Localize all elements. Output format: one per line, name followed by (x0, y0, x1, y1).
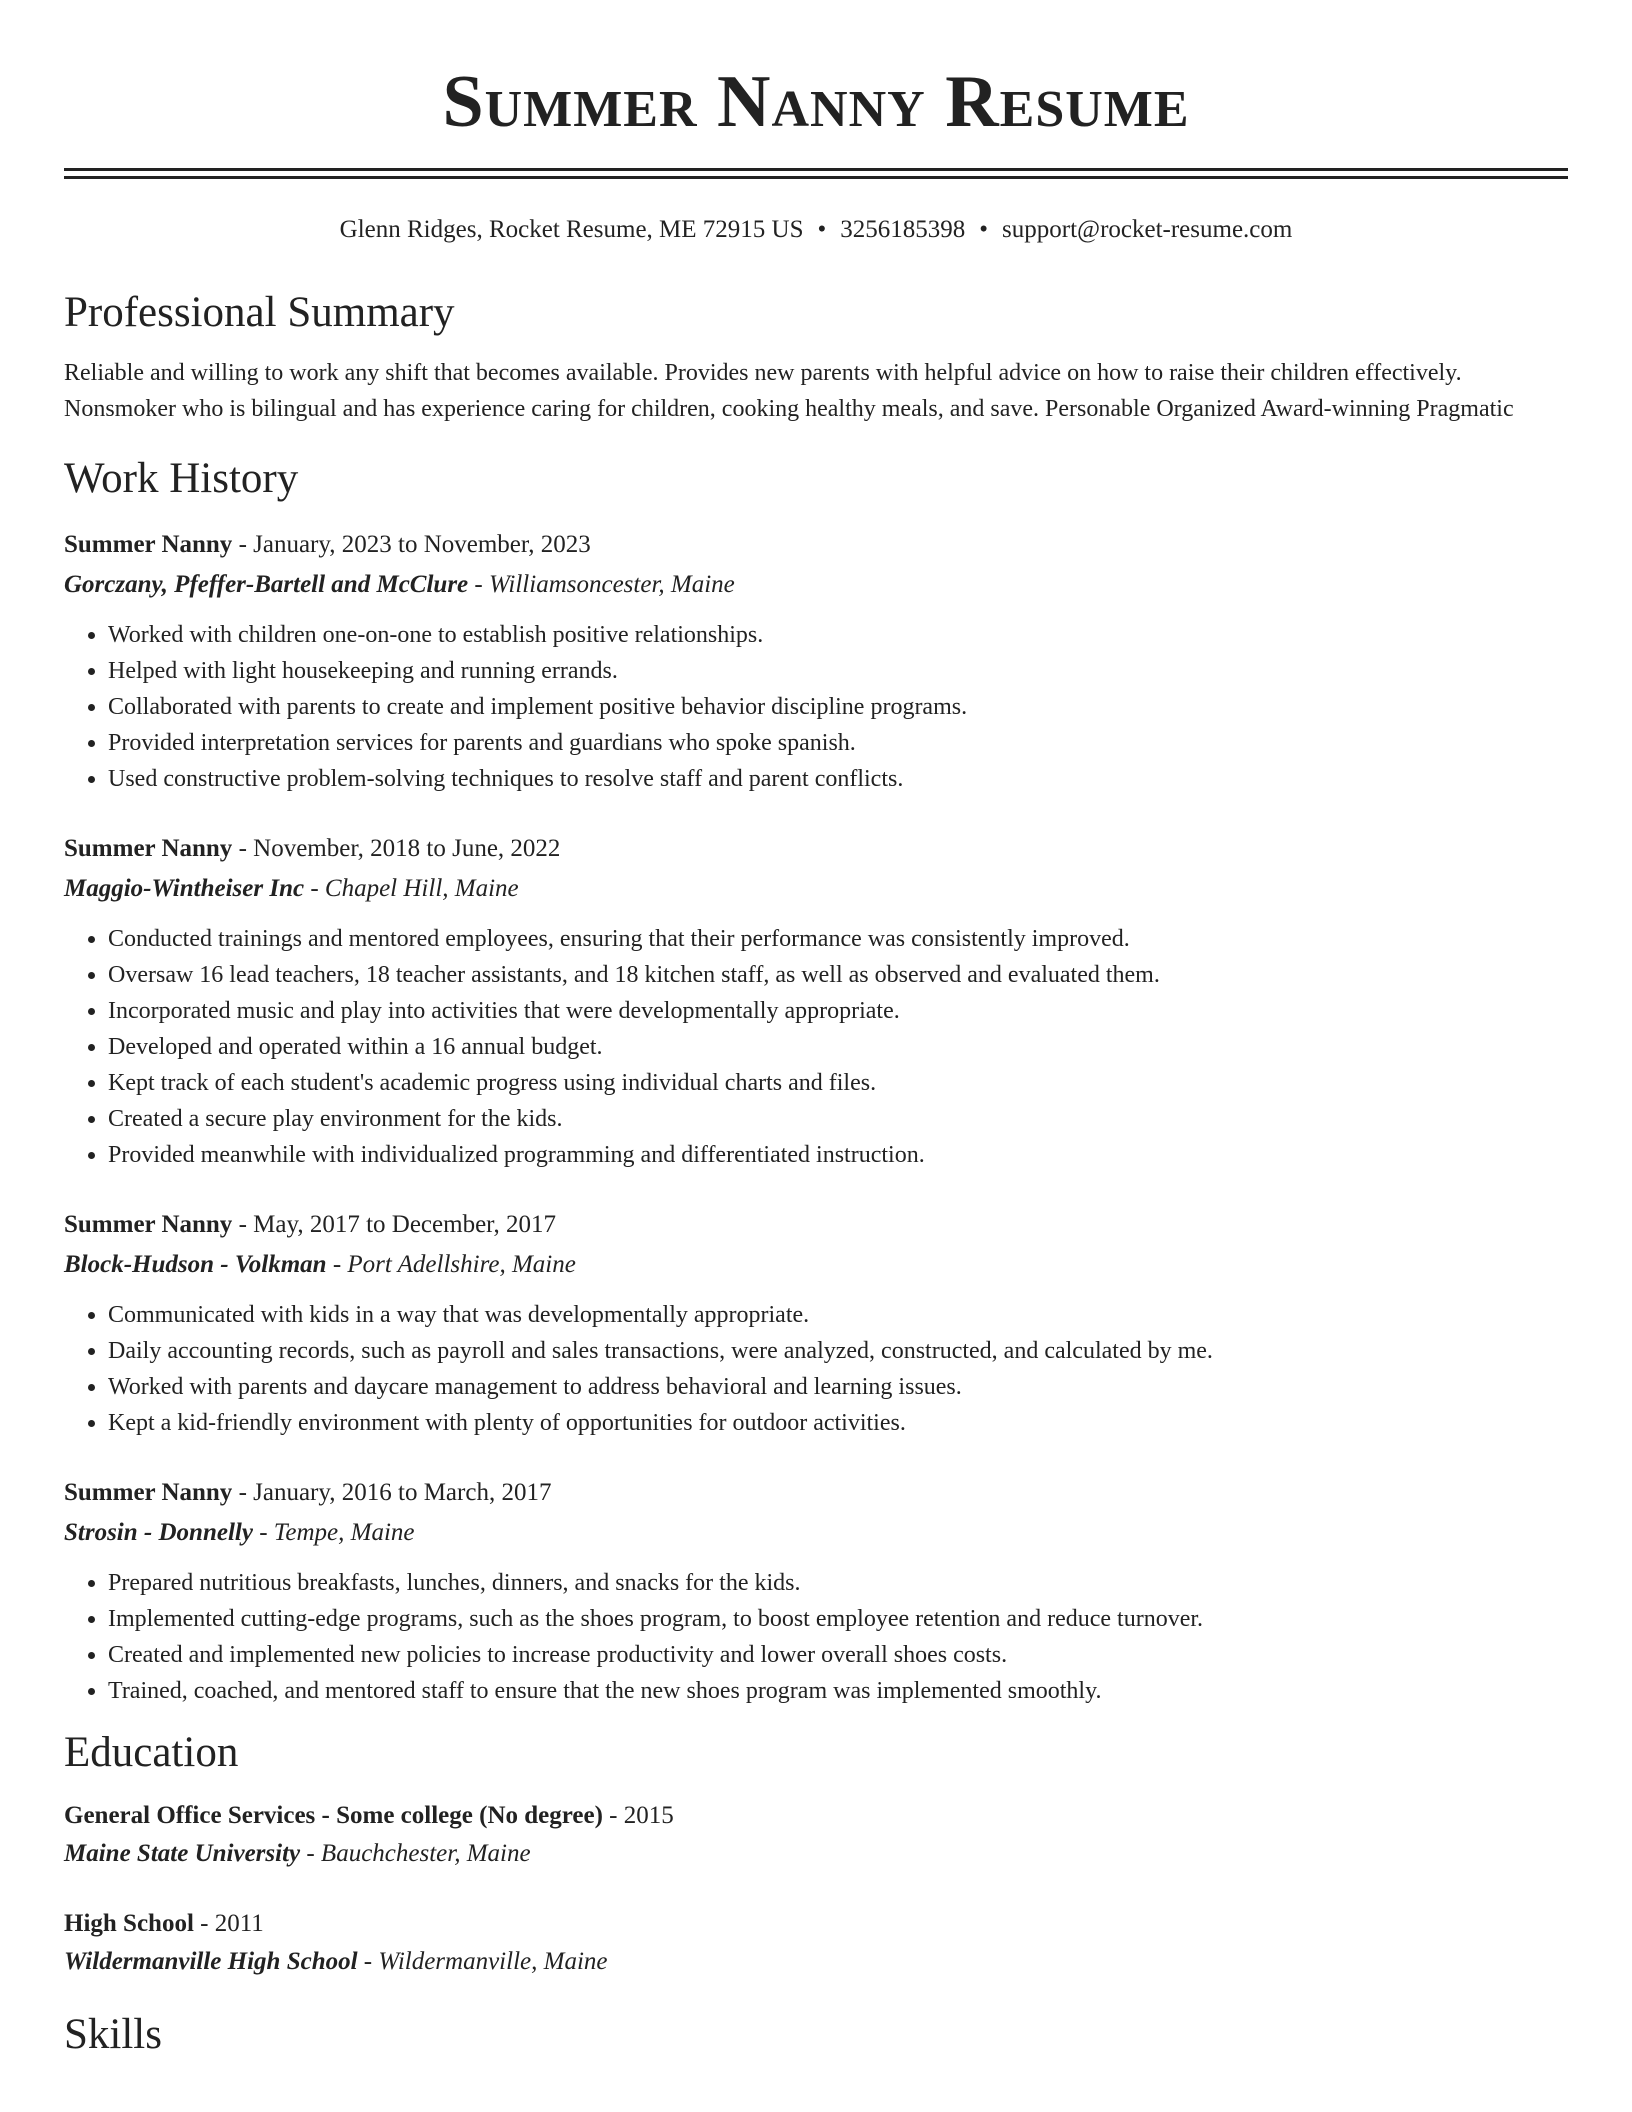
job-title: Summer Nanny (64, 1211, 233, 1238)
work-history-section (64, 453, 1568, 1709)
job-dates: - May, 2017 to December, 2017 (232, 1211, 556, 1238)
education-school-line (64, 1835, 1568, 1873)
job-location: - Williamsoncester, Maine (468, 571, 735, 598)
education-entry (64, 1797, 1568, 1873)
education-degree-line (64, 1905, 1568, 1943)
education-degree: General Office Services - Some college (No degree) (64, 1802, 603, 1829)
duty-item: • Kept track of each student's academic progress using individual charts and files. (108, 1065, 1568, 1101)
skills-heading: Skills (64, 2011, 162, 2058)
duty-item: • Created and implemented new policies to increase productivity and lower overall shoes costs. (108, 1637, 1568, 1673)
job-company-line (64, 869, 1568, 909)
contact-email: support@rocket-resume.com (1002, 216, 1293, 243)
contact-separator: • (979, 216, 989, 243)
job-company-line (64, 565, 1568, 605)
summary-text: Reliable and willing to work any shift that becomes available. Provides new parents with helpful advice on how to raise their children effectively. Nonsmoker who is bilingual and has experience caring for children, cooking healthy meals, and save. Personable Organized Award-winning Pragmatic (64, 360, 1514, 422)
education-year: - 2015 (602, 1802, 674, 1829)
duty-item: • Developed and operated within a 16 annual budget. (108, 1029, 1568, 1065)
job-company: Block-Hudson - Volkman (64, 1251, 327, 1278)
education-school-line (64, 1943, 1568, 1981)
education-degree: High School (64, 1910, 194, 1937)
duty-item: • Kept a kid-friendly environment with plenty of opportunities for outdoor activities. (108, 1405, 1568, 1441)
education-heading: Education (64, 1729, 239, 1776)
job-entry (64, 829, 1568, 1173)
job-company: Gorczany, Pfeffer-Bartell and McClure (64, 571, 469, 598)
job-entry (64, 1205, 1568, 1441)
job-title: Summer Nanny (64, 531, 233, 558)
job-title-line (64, 525, 1568, 565)
duty-item: • Helped with light housekeeping and running errands. (108, 653, 1568, 689)
skills-section (64, 2009, 1568, 2061)
job-dates: - January, 2023 to November, 2023 (232, 531, 591, 558)
job-title: Summer Nanny (64, 1479, 233, 1506)
job-dates: - January, 2016 to March, 2017 (232, 1479, 552, 1506)
job-title-line (64, 829, 1568, 869)
job-title-line (64, 1473, 1568, 1513)
job-company: Maggio-Wintheiser Inc (64, 875, 305, 902)
education-location: - Bauchchester, Maine (300, 1840, 531, 1867)
education-section (64, 1727, 1568, 1981)
education-degree-line (64, 1797, 1568, 1835)
duty-item: • Prepared nutritious breakfasts, lunches, dinners, and snacks for the kids. (108, 1565, 1568, 1601)
job-duties-list (64, 1297, 1568, 1441)
job-entry (64, 525, 1568, 797)
duty-item: • Worked with children one-on-one to establish positive relationships. (108, 617, 1568, 653)
job-location: - Tempe, Maine (252, 1519, 415, 1546)
duty-item: • Provided interpretation services for parents and guardians who spoke spanish. (108, 725, 1568, 761)
job-dates: - November, 2018 to June, 2022 (232, 835, 561, 862)
education-entry (64, 1905, 1568, 1981)
job-duties-list (64, 921, 1568, 1173)
job-company-line (64, 1513, 1568, 1553)
duty-item: • Daily accounting records, such as payroll and sales transactions, were analyzed, constructed, and calculated by me. (108, 1333, 1568, 1369)
title-double-rule (64, 168, 1568, 179)
education-location: - Wildermanville, Maine (357, 1948, 608, 1975)
duty-item: • Incorporated music and play into activities that were developmentally appropriate. (108, 993, 1568, 1029)
duty-item: • Communicated with kids in a way that was developmentally appropriate. (108, 1297, 1568, 1333)
contact-phone: 3256185398 (840, 216, 966, 243)
summary-section (64, 287, 1568, 427)
duty-item: • Worked with parents and daycare management to address behavioral and learning issues. (108, 1369, 1568, 1405)
work-history-heading: Work History (64, 455, 299, 502)
duty-item: • Used constructive problem-solving techniques to resolve staff and parent conflicts. (108, 761, 1568, 797)
contact-address: Glenn Ridges, Rocket Resume, ME 72915 US (339, 216, 804, 243)
resume-title: Summer Nanny Resume (442, 61, 1190, 143)
contact-separator: • (817, 216, 827, 243)
duty-item: • Created a secure play environment for the kids. (108, 1101, 1568, 1137)
duty-item: • Oversaw 16 lead teachers, 18 teacher assistants, and 18 kitchen staff, as well as observed and evaluated them. (108, 957, 1568, 993)
summary-heading: Professional Summary (64, 289, 455, 336)
job-company-line (64, 1245, 1568, 1285)
duty-item: • Trained, coached, and mentored staff to ensure that the new shoes program was implemented smoothly. (108, 1673, 1568, 1709)
duty-item: • Collaborated with parents to create and implement positive behavior discipline programs. (108, 689, 1568, 725)
job-company: Strosin - Donnelly (64, 1519, 253, 1546)
education-year: - 2011 (193, 1910, 264, 1937)
education-school: Wildermanville High School (64, 1948, 358, 1975)
job-entry (64, 1473, 1568, 1709)
job-title-line (64, 1205, 1568, 1245)
duty-item: • Provided meanwhile with individualized programming and differentiated instruction. (108, 1137, 1568, 1173)
job-location: - Chapel Hill, Maine (304, 875, 519, 902)
duty-item: • Conducted trainings and mentored employees, ensuring that their performance was consistently improved. (108, 921, 1568, 957)
job-title: Summer Nanny (64, 835, 233, 862)
contact-line (64, 213, 1568, 247)
education-school: Maine State University (64, 1840, 301, 1867)
job-duties-list (64, 1565, 1568, 1709)
job-duties-list (64, 617, 1568, 797)
duty-item: • Implemented cutting-edge programs, such as the shoes program, to boost employee retention and reduce turnover. (108, 1601, 1568, 1637)
job-location: - Port Adellshire, Maine (326, 1251, 576, 1278)
